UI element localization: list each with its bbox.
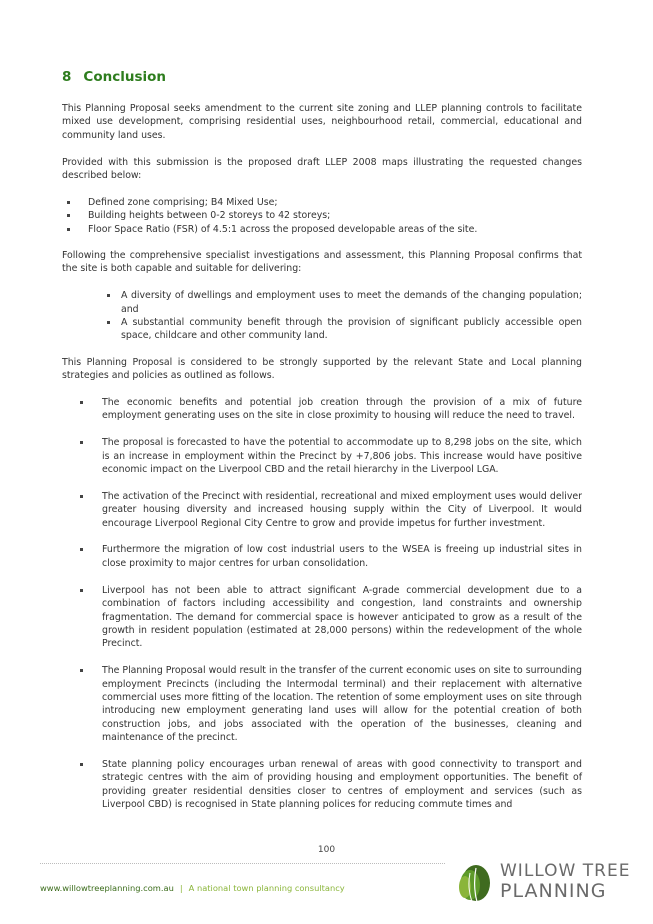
footer-divider (40, 863, 445, 864)
section-heading (62, 69, 166, 85)
deliverables-list (62, 289, 582, 343)
page-number: 100 (317, 845, 336, 855)
supported-paragraph: This Planning Proposal is considered to be strongly supported by the relevant State and Local planning strategies and policies as outlined as follows. (62, 356, 582, 382)
following-paragraph: Following the comprehensive specialist investigations and assessment, this Planning Proposal confirms that the site is both capable and suitable for delivering: (62, 250, 582, 275)
website-link[interactable]: www.willowtreeplanning.com.au (40, 883, 174, 893)
section-title: Conclusion (83, 69, 166, 85)
footer-separator: | (179, 883, 183, 893)
list-item: Defined zone comprising; B4 Mixed Use; (62, 196, 582, 209)
company-logo (454, 861, 631, 905)
list-item: State planning policy encourages urban renewal of areas with good connectivity to transport and strategic centres with the aim of providing housing and employment opportunities. The benefit of providing greater residential densities closer to centres of employment and services (such as Liverpool CBD) is recognised in State planning polices for reducing commute times and (62, 758, 582, 812)
list-item: Floor Space Ratio (FSR) of 4.5:1 across the proposed developable areas of the site. (62, 223, 582, 236)
policy-list (62, 396, 582, 812)
list-item: A substantial community benefit through the provision of significant publicly accessible open space, childcare and other community land. (102, 316, 582, 343)
list-item: Building heights between 0-2 storeys to 42 storeys; (62, 209, 582, 222)
logo-text-line1: WILLOW TREE (500, 861, 631, 881)
logo-text-line2: PLANNING (500, 880, 607, 902)
section-number: 8 (62, 69, 72, 85)
tree-logo-icon (454, 863, 502, 903)
list-item: The economic benefits and potential job creation through the provision of a mix of future employment generating uses on the site in close proximity to housing will reduce the need to travel. (62, 396, 582, 423)
maps-paragraph: Provided with this submission is the proposed draft LLEP 2008 maps illustrating the requested changes described below: (62, 156, 582, 182)
list-item: The proposal is forecasted to have the potential to accommodate up to 8,298 jobs on the site, which is an increase in employment within the Precinct by +7,806 jobs. This increase would have positive economic impact on the Liverpool CBD and the retail hierarchy in the Liverpool LGA. (62, 436, 582, 476)
footer-text (40, 883, 345, 893)
footer-tagline: A national town planning consultancy (188, 883, 345, 893)
map-changes-list (62, 196, 582, 236)
list-item: The Planning Proposal would result in the transfer of the current economic uses on site to surrounding employment Precincts (including the Intermodal terminal) and their replacement with alternative commercial uses more fitting of the location. The retention of some employment uses on site through introducing new employment generating land uses will allow for the potential creation of both construction jobs, and jobs associated with the operation of the businesses, cleaning and maintenance of the precinct. (62, 664, 582, 744)
list-item: A diversity of dwellings and employment uses to meet the demands of the changing population; and (102, 289, 582, 316)
list-item: The activation of the Precinct with residential, recreational and mixed employment uses would deliver greater housing diversity and increased housing supply within the City of Liverpool. It would encourage Liverpool Regional City Centre to grow and provide impetus for further investment. (62, 490, 582, 530)
document-body (62, 102, 582, 825)
list-item: Liverpool has not been able to attract significant A-grade commercial development due to a combination of factors including accessibility and congestion, land constraints and ownership fragmentation. The demand for commercial space is however anticipated to grow as a result of the growth in resident population (estimated at 28,000 persons) within the redevelopment of the whole Precinct. (62, 584, 582, 651)
intro-paragraph: This Planning Proposal seeks amendment to the current site zoning and LLEP planning controls to facilitate mixed use development, comprising residential uses, neighbourhood retail, commercial, educational and community land uses. (62, 103, 582, 141)
list-item: Furthermore the migration of low cost industrial users to the WSEA is freeing up industrial sites in close proximity to major centres for urban consolidation. (62, 543, 582, 570)
